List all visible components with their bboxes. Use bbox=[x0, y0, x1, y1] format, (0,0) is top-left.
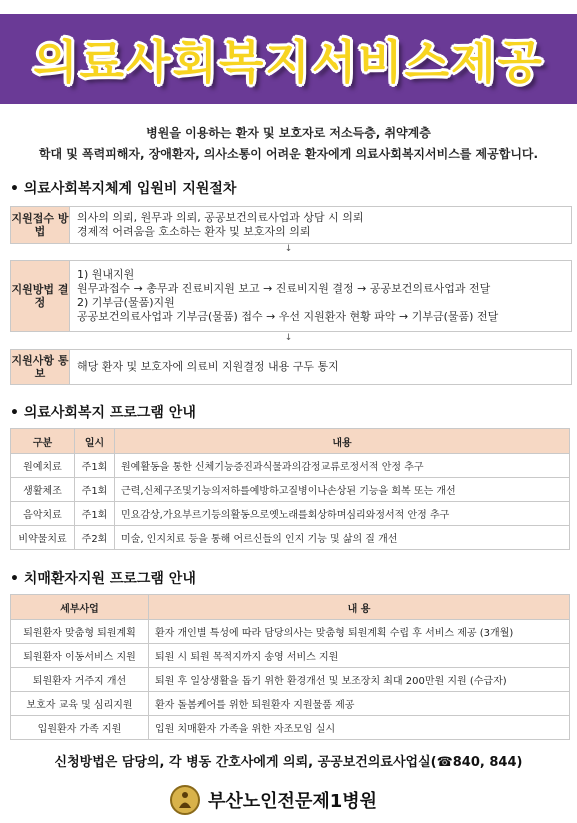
intro-line-1: 병원을 이용하는 환자 및 보호자로 저소득층, 취약계층 bbox=[146, 126, 431, 140]
procedure-step-line: 경제적 어려움을 호소하는 환자 및 보호자의 의뢰 bbox=[77, 225, 311, 238]
table-cell: 퇴원환자 거주지 개선 bbox=[11, 668, 149, 692]
procedure-step-body bbox=[70, 350, 571, 384]
table-cell: 퇴원환자 이동서비스 지원 bbox=[11, 644, 149, 668]
procedure-step-label: 지원방법 결정 bbox=[11, 261, 70, 331]
procedure-step-body bbox=[70, 207, 571, 243]
table-cell: 퇴원 시 퇴원 목적지까지 송영 서비스 지원 bbox=[149, 644, 570, 668]
procedure-step-label: 지원접수 방법 bbox=[11, 207, 70, 243]
hospital-name: 부산노인전문제1병원 bbox=[208, 791, 378, 812]
section-dementia-program-title: • 치매환자지원 프로그램 안내 bbox=[10, 571, 196, 587]
table-cell: 환자 돌봄케어를 위한 퇴원환자 지원물품 제공 bbox=[149, 692, 570, 716]
column-header: 구분 bbox=[11, 429, 75, 454]
table-cell: 미술, 인지치료 등을 통해 어르신들의 인지 기능 및 삶의 질 개선 bbox=[115, 526, 570, 550]
dementia-program-table bbox=[10, 594, 570, 740]
procedure-step-line: 해당 환자 및 보호자에 의료비 지원결정 내용 구두 통지 bbox=[77, 360, 339, 373]
procedure-step-line: 1) 원내지원 bbox=[77, 268, 135, 281]
table-cell: 주2회 bbox=[75, 526, 115, 550]
intro-line-2: 학대 및 폭력피해자, 장애환자, 의사소통이 어려운 환자에게 의료사회복지서비스를 제공합니다. bbox=[38, 147, 539, 161]
procedure-step-line: 의사의 의뢰, 원무과 의뢰, 공공보건의료사업과 상담 시 의뢰 bbox=[77, 211, 364, 224]
table-row bbox=[11, 692, 570, 716]
hospital-emblem-icon bbox=[170, 785, 200, 815]
table-cell: 음악치료 bbox=[11, 502, 75, 526]
table-cell: 퇴원환자 맞춤형 퇴원계획 bbox=[11, 620, 149, 644]
table-row bbox=[11, 716, 570, 740]
table-row bbox=[11, 620, 570, 644]
procedure-step-body bbox=[70, 261, 571, 331]
column-header: 내 용 bbox=[149, 595, 570, 620]
table-cell: 환자 개인별 특성에 따라 담당의사는 맞춤형 퇴원계획 수립 후 서비스 제공 (3개월) bbox=[149, 620, 570, 644]
table-cell: 근력,신체구조및기능의저하를예방하고질병이나손상된 기능을 회복 또는 개선 bbox=[115, 478, 570, 502]
table-row bbox=[11, 668, 570, 692]
table-cell: 비약물치료 bbox=[11, 526, 75, 550]
procedure-step-line: 2) 기부금(물품)지원 bbox=[77, 296, 175, 309]
table-cell: 원예치료 bbox=[11, 454, 75, 478]
welfare-program-table bbox=[10, 428, 570, 550]
table-cell: 입원환자 가족 지원 bbox=[11, 716, 149, 740]
title-banner bbox=[0, 14, 577, 104]
table-cell: 퇴원 후 일상생활을 돕기 위한 환경개선 및 보조장치 최대 200만원 지원 (수급자) bbox=[149, 668, 570, 692]
application-method-text: 신청방법은 담당의, 각 병동 간호사에게 의뢰, 공공보건의료사업실(☎840, 844) bbox=[54, 755, 523, 770]
column-header: 세부사업 bbox=[11, 595, 149, 620]
table-row bbox=[11, 454, 570, 478]
table-row bbox=[11, 478, 570, 502]
table-row bbox=[11, 644, 570, 668]
table-cell: 원예활동을 통한 신체기능증진과식물과의감정교류로정서적 안정 추구 bbox=[115, 454, 570, 478]
column-header: 일시 bbox=[75, 429, 115, 454]
emblem-figure-icon bbox=[175, 790, 195, 810]
table-row bbox=[11, 502, 570, 526]
procedure-step-intake bbox=[10, 206, 572, 244]
arrow-down-icon: ↓ bbox=[284, 244, 293, 254]
table-cell: 주1회 bbox=[75, 502, 115, 526]
table-cell: 입원 치매환자 가족을 위한 자조모임 실시 bbox=[149, 716, 570, 740]
table-cell: 보호자 교육 및 심리지원 bbox=[11, 692, 149, 716]
procedure-step-notice bbox=[10, 349, 572, 385]
arrow-down-icon: ↓ bbox=[284, 333, 293, 343]
table-header-row bbox=[11, 429, 570, 454]
procedure-step-decision bbox=[10, 260, 572, 332]
table-row bbox=[11, 526, 570, 550]
procedure-step-label: 지원사항 통보 bbox=[11, 350, 70, 384]
column-header: 내용 bbox=[115, 429, 570, 454]
procedure-step-line: 공공보건의료사업과 기부금(물품) 접수 → 우선 지원환자 현황 파악 → 기부금(물품) 전달 bbox=[77, 310, 499, 323]
hospital-brand bbox=[170, 785, 377, 815]
table-cell: 주1회 bbox=[75, 454, 115, 478]
table-cell: 민요감상,가요부르기등의활동으로옛노래를회상하며심리와정서적 안정 추구 bbox=[115, 502, 570, 526]
page-title: 의료사회복지서비스제공 bbox=[33, 35, 544, 89]
table-cell: 생활체조 bbox=[11, 478, 75, 502]
table-header-row bbox=[11, 595, 570, 620]
table-cell: 주1회 bbox=[75, 478, 115, 502]
procedure-step-line: 원무과접수 → 총무과 진료비지원 보고 → 진료비지원 결정 → 공공보건의료사업과 전달 bbox=[77, 282, 491, 295]
section-welfare-program-title: • 의료사회복지 프로그램 안내 bbox=[10, 405, 196, 421]
section-support-procedure-title: • 의료사회복지체계 입원비 지원절차 bbox=[10, 181, 237, 197]
